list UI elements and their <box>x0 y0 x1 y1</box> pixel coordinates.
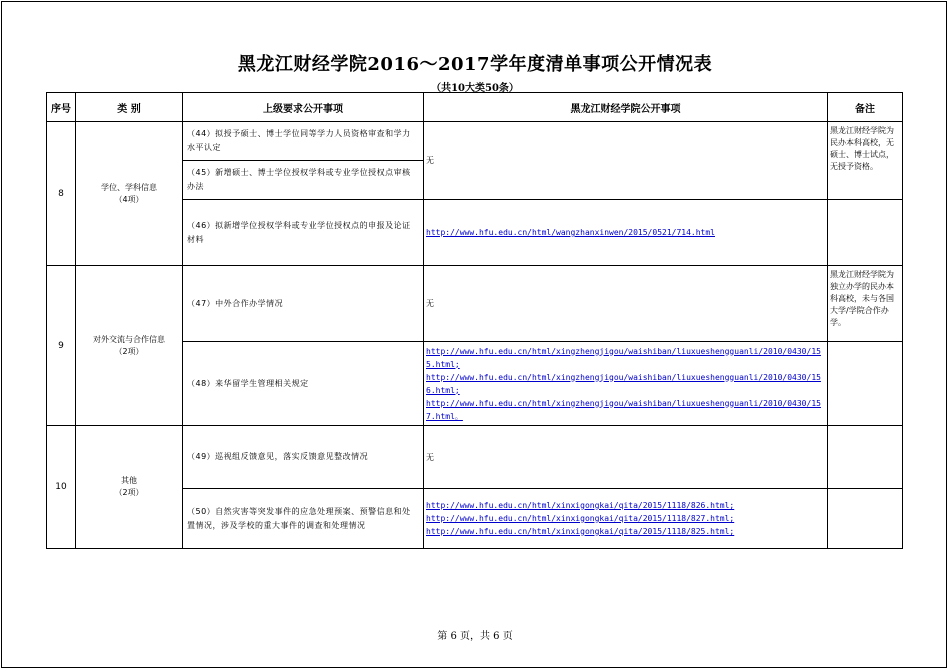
note-cell <box>828 489 903 549</box>
link[interactable]: http://www.hfu.edu.cn/html/xingzhengjigou/waishiban/liuxueshengguanli/2010/0430/156.html; <box>426 372 821 395</box>
group-category <box>76 266 183 426</box>
group-number: 9 <box>47 266 76 426</box>
note-cell <box>828 342 903 426</box>
table-header-row <box>47 93 903 122</box>
category-count: （4项） <box>114 194 144 204</box>
upper-item: （48）来华留学生管理相关规定 <box>183 342 424 426</box>
table-row <box>47 426 903 489</box>
group-number: 10 <box>47 426 76 549</box>
header-category: 类 别 <box>76 93 183 122</box>
link[interactable]: http://www.hfu.edu.cn/html/xingzhengjigou/waishiban/liuxueshengguanli/2010/0430/155.html; <box>426 346 821 369</box>
upper-item: （44）拟授予硕士、博士学位同等学力人员资格审查和学力水平认定 <box>183 122 424 161</box>
note-cell <box>828 200 903 266</box>
page-title: 黑龙江财经学院2016～2017学年度清单事项公开情况表 <box>237 54 713 75</box>
header-note: 备注 <box>828 93 903 122</box>
link[interactable]: http://www.hfu.edu.cn/html/xinxigongkai/qita/2015/1118/825.html; <box>426 527 735 536</box>
link[interactable]: http://www.hfu.edu.cn/html/xingzhengjigou/waishiban/liuxueshengguanli/2010/0430/157.html。 <box>426 398 821 421</box>
upper-item: （49）巡视组反馈意见，落实反馈意见整改情况 <box>183 426 424 489</box>
page-footer: 第 6 页，共 6 页 <box>437 631 513 642</box>
upper-item: （45）新增硕士、博士学位授权学科或专业学位授权点审核办法 <box>183 161 424 200</box>
page-subtitle: （共10大类50条） <box>431 83 519 94</box>
school-item <box>424 342 828 426</box>
category-name: 其他 <box>121 476 137 485</box>
group-category <box>76 426 183 549</box>
school-item <box>424 200 828 266</box>
header-upper-items: 上级要求公开事项 <box>183 93 424 122</box>
note-cell: 黑龙江财经学院为民办本科高校，无硕士、博士试点，无授予资格。 <box>828 122 903 200</box>
group-number: 8 <box>47 122 76 266</box>
link[interactable]: http://www.hfu.edu.cn/html/wangzhanxinwen/2015/0521/714.html <box>426 228 715 237</box>
group-category <box>76 122 183 266</box>
header-school-items: 黑龙江财经学院公开事项 <box>424 93 828 122</box>
link[interactable]: http://www.hfu.edu.cn/html/xinxigongkai/qita/2015/1118/826.html; <box>426 501 735 510</box>
school-item <box>424 489 828 549</box>
category-count: （2项） <box>114 346 144 356</box>
category-name: 学位、学科信息 <box>101 182 157 192</box>
disclosure-table <box>46 92 903 549</box>
category-count: （2项） <box>114 488 144 497</box>
header-no: 序号 <box>47 93 76 122</box>
upper-item: （50）自然灾害等突发事件的应急处理预案、预警信息和处置情况，涉及学校的重大事件的调查和处理情况 <box>183 489 424 549</box>
school-item: 无 <box>424 122 828 200</box>
upper-item: （47）中外合作办学情况 <box>183 266 424 342</box>
school-item: 无 <box>424 266 828 342</box>
note-cell: 黑龙江财经学院为独立办学的民办本科高校，未与各国大学/学院合作办学。 <box>828 266 903 342</box>
table-row <box>47 266 903 342</box>
link[interactable]: http://www.hfu.edu.cn/html/xinxigongkai/qita/2015/1118/827.html; <box>426 514 735 523</box>
category-name: 对外交流与合作信息 <box>93 334 165 344</box>
table-row <box>47 122 903 161</box>
upper-item: （46）拟新增学位授权学科或专业学位授权点的申报及论证材料 <box>183 200 424 266</box>
note-cell <box>828 426 903 489</box>
school-item: 无 <box>424 426 828 489</box>
